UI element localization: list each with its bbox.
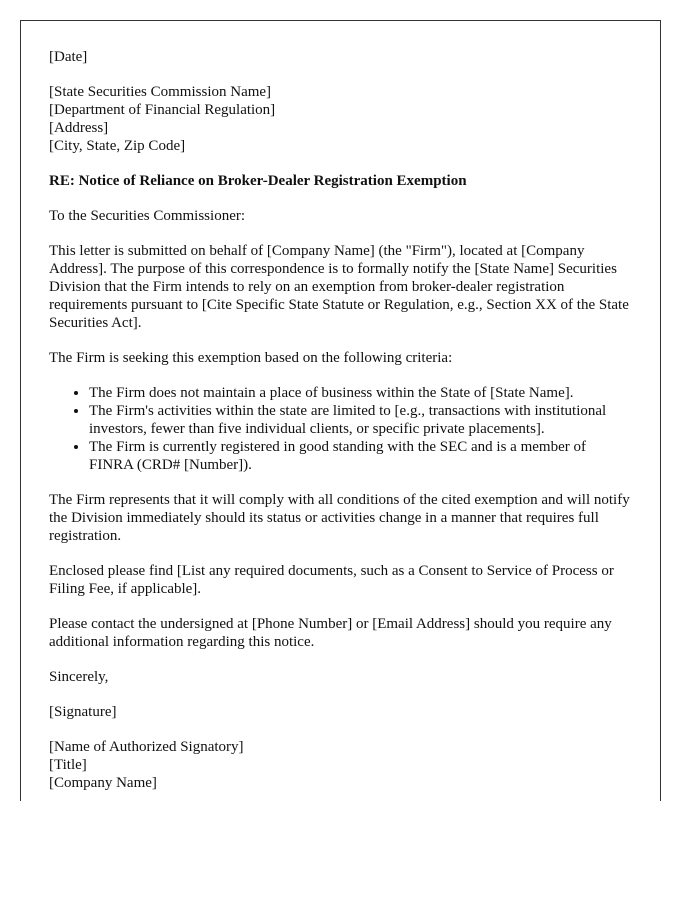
- signatory-block: [49, 738, 660, 792]
- recipient-line: [Department of Financial Regulation]: [49, 102, 276, 118]
- recipient-line: [Address]: [49, 120, 109, 136]
- body-paragraph-3: The Firm represents that it will comply with all conditions of the cited exemption and will notify the Division immediately should its status or activities change in a manner that requires full registration.: [49, 492, 630, 544]
- signatory-company: [Company Name]: [49, 775, 157, 791]
- body-paragraph-5: Please contact the undersigned at [Phone Number] or [Email Address] should you require any additional information regarding this notice.: [49, 616, 612, 650]
- recipient-line: [City, State, Zip Code]: [49, 138, 186, 154]
- criteria-item: • The Firm does not maintain a place of business within the State of [State Name].: [89, 384, 632, 402]
- signatory-name: [Name of Authorized Signatory]: [49, 739, 244, 755]
- body-paragraph-1: This letter is submitted on behalf of [Company Name] (the "Firm"), located at [Company Address]. The purpose of this correspondence is to formally notify the [State Name] Securities Division that the Firm intends to rely on an exemption from broker-dealer registration requirements pursuant to [Cite Specific State Statute or Regulation, e.g., Section XX of the State Securities Act].: [49, 243, 629, 331]
- signatory-title: [Title]: [49, 757, 87, 773]
- letter-page: [20, 20, 661, 801]
- recipient-address: [49, 83, 660, 155]
- signature: [Signature]: [49, 704, 117, 720]
- recipient-line: [State Securities Commission Name]: [49, 84, 272, 100]
- salutation: To the Securities Commissioner:: [49, 208, 246, 224]
- body-paragraph-4: Enclosed please find [List any required documents, such as a Consent to Service of Process or Filing Fee, if applicable].: [49, 563, 614, 597]
- date: [Date]: [49, 49, 88, 65]
- criteria-item: • The Firm is currently registered in good standing with the SEC and is a member of FINRA (CRD# [Number]).: [89, 438, 632, 474]
- subject-line: RE: Notice of Reliance on Broker-Dealer Registration Exemption: [49, 173, 467, 189]
- closing: Sincerely,: [49, 669, 109, 685]
- criteria-list: [49, 384, 660, 474]
- criteria-item: • The Firm's activities within the state are limited to [e.g., transactions with institutional investors, fewer than five individual clients, or specific private placements].: [89, 402, 632, 438]
- body-paragraph-2: The Firm is seeking this exemption based on the following criteria:: [49, 350, 453, 366]
